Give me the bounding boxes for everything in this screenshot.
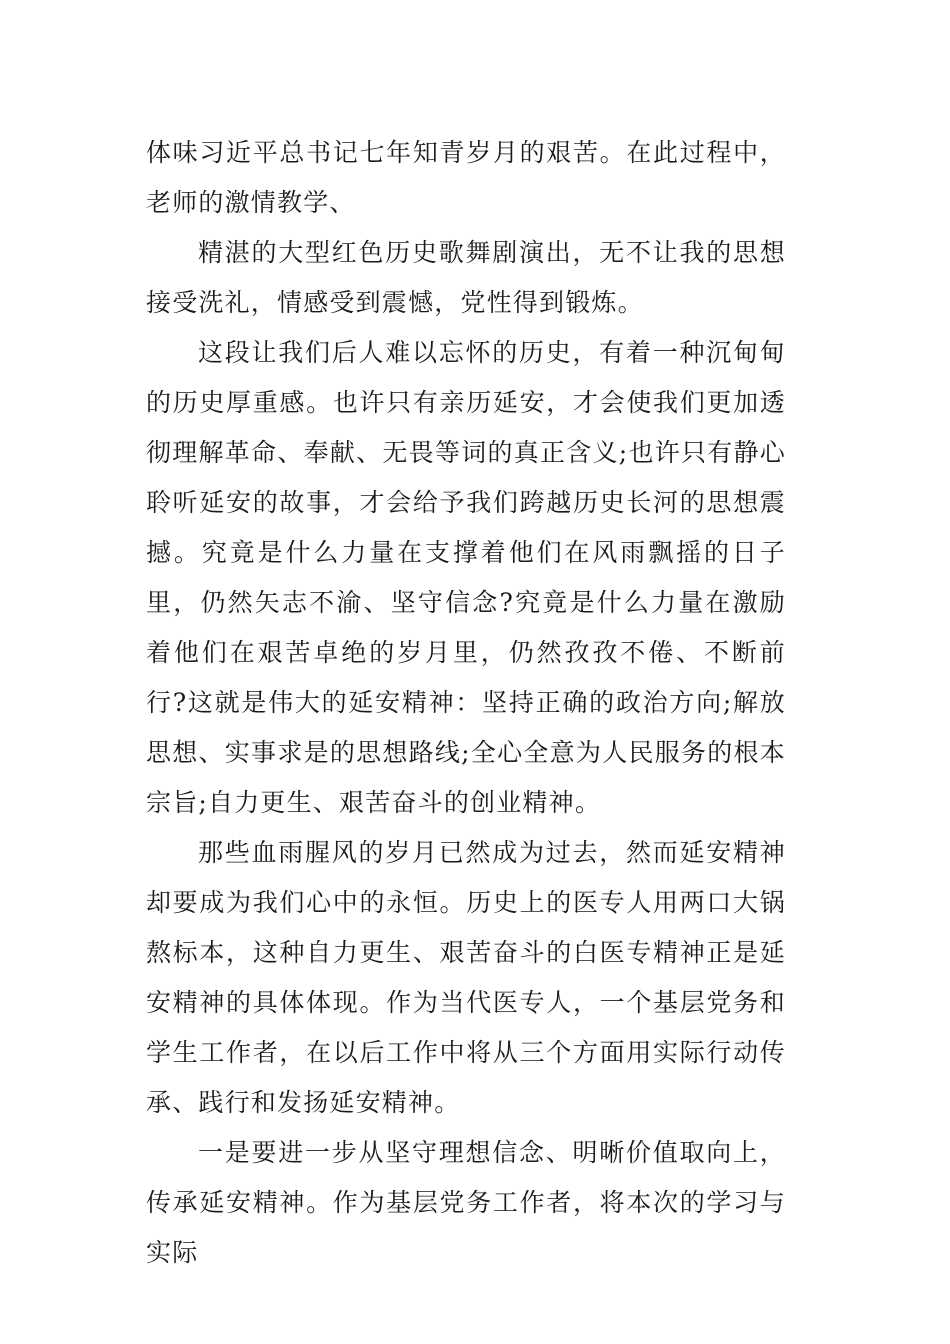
paragraph: 精湛的大型红色历史歌舞剧演出，无不让我的思想接受洗礼，情感受到震憾，党性得到锻炼。	[146, 238, 786, 317]
paragraph: 这段让我们后人难以忘怀的历史，有着一种沉甸甸的历史厚重感。也许只有亲历延安，才会使我们更加透彻理解革命、奉献、无畏等词的真正含义;也许只有静心聆听延安的故事，才会给予我们跨越历史长河的思想震撼。究竟是什么力量在支撑着他们在风雨飘摇的日子里，仍然矢志不渝、坚守信念?究竟是什么力量在激励着他们在艰苦卓绝的岁月里，仍然孜孜不倦、不断前行?这就是伟大的延安精神：坚持正确的政治方向;解放思想、实事求是的思想路线;全心全意为人民服务的根本宗旨;自力更生、艰苦奋斗的创业精神。	[146, 338, 786, 817]
paragraph: 体味习近平总书记七年知青岁月的艰苦。在此过程中，老师的激情教学、	[146, 138, 786, 217]
paragraph: 一是要进一步从坚守理想信念、明晰价值取向上，传承延安精神。作为基层党务工作者，将本次的学习与实际	[146, 1138, 786, 1267]
document-body	[146, 128, 786, 1278]
paragraph: 那些血雨腥风的岁月已然成为过去，然而延安精神却要成为我们心中的永恒。历史上的医专人用两口大锅熬标本，这种自力更生、艰苦奋斗的白医专精神正是延安精神的具体体现。作为当代医专人，一个基层党务和学生工作者，在以后工作中将从三个方面用实际行动传承、践行和发扬延安精神。	[146, 838, 786, 1117]
